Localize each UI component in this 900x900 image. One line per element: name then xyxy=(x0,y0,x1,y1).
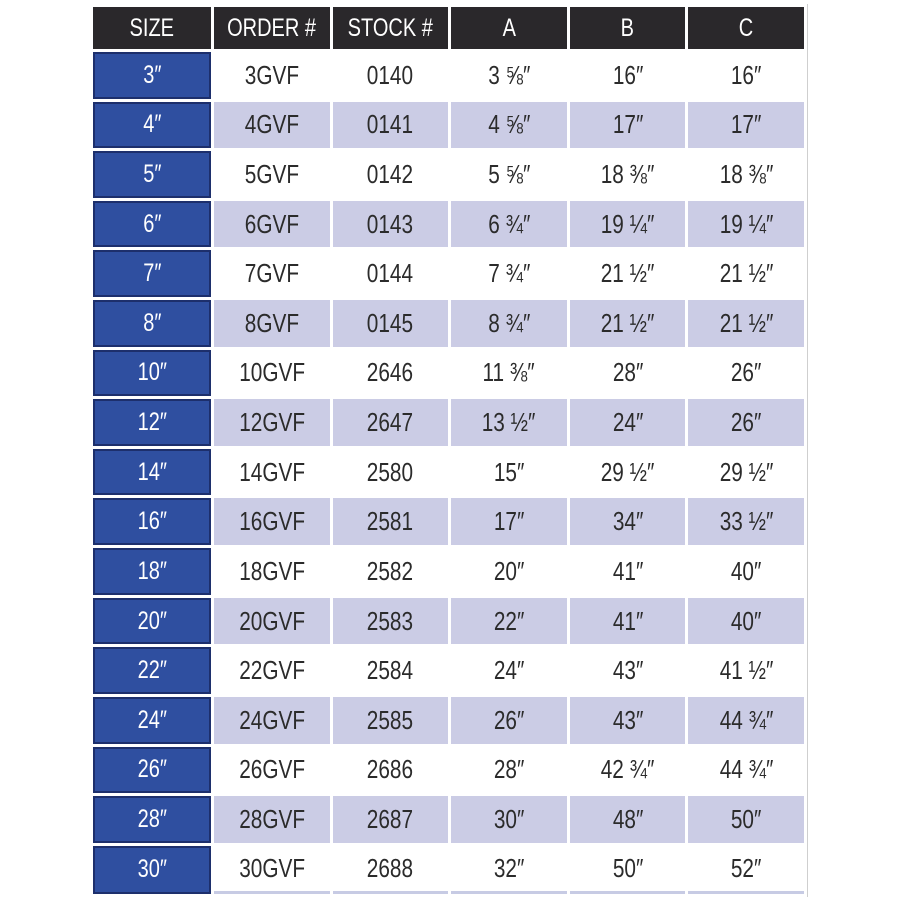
size-cell-value: 30″ xyxy=(137,855,167,884)
size-cell xyxy=(93,498,211,545)
order-cell xyxy=(214,598,330,645)
table-row xyxy=(93,250,804,297)
dim-c-cell xyxy=(688,796,804,843)
size-cell xyxy=(93,201,211,248)
size-cell xyxy=(93,300,211,347)
size-cell xyxy=(93,846,211,894)
size-cell xyxy=(93,796,211,843)
stock-cell-value: 2686 xyxy=(367,754,414,785)
dim-c-cell-value: 17″ xyxy=(730,109,762,140)
size-cell xyxy=(93,548,211,595)
dim-b-cell-value: 50″ xyxy=(612,852,643,883)
dim-a-cell-value: 13 ½″ xyxy=(482,407,536,438)
dim-a-cell-value: 7 ¾″ xyxy=(487,258,531,289)
dim-b-cell-value: 41″ xyxy=(612,555,643,586)
dim-b-cell-value: 16″ xyxy=(612,59,643,90)
table-row xyxy=(93,498,804,545)
table-row xyxy=(93,697,804,744)
dim-b-cell xyxy=(570,300,686,347)
stock-cell xyxy=(333,548,449,595)
dim-b-cell xyxy=(570,796,686,843)
dim-b-cell xyxy=(570,350,686,397)
dim-b-cell-value: 21 ½″ xyxy=(600,258,655,289)
stock-cell-value: 0142 xyxy=(367,159,414,190)
dim-b-cell xyxy=(570,697,686,744)
stock-cell-value: 2647 xyxy=(367,407,414,438)
stock-cell-value: 2580 xyxy=(367,456,414,487)
dim-b-cell-value: 18 ⅜″ xyxy=(600,159,655,190)
stock-cell xyxy=(333,399,449,446)
dim-c-cell-value: 41 ½″ xyxy=(719,655,773,686)
table-row xyxy=(93,52,804,99)
dim-c-cell xyxy=(688,598,804,645)
dim-b-cell xyxy=(570,151,686,198)
table-row xyxy=(93,846,804,894)
order-cell-value: 18GVF xyxy=(238,555,305,586)
dim-b-cell xyxy=(570,102,686,149)
order-cell xyxy=(214,250,330,297)
dim-b-cell xyxy=(570,598,686,645)
stock-cell xyxy=(333,350,449,397)
order-cell xyxy=(214,449,330,496)
order-cell xyxy=(214,796,330,843)
column-header-label: STOCK # xyxy=(347,13,434,42)
dim-c-cell-value: 16″ xyxy=(730,59,762,90)
size-cell xyxy=(93,449,211,496)
size-cell-value: 4″ xyxy=(142,110,162,139)
dim-c-cell xyxy=(688,647,804,694)
column-header-label: C xyxy=(738,13,754,42)
order-cell-value: 24GVF xyxy=(238,704,305,735)
size-cell xyxy=(93,250,211,297)
dim-a-cell-value: 6 ¾″ xyxy=(487,208,531,239)
order-cell xyxy=(214,498,330,545)
table-row xyxy=(93,151,804,198)
stock-cell-value: 2646 xyxy=(367,357,414,388)
stock-cell-value: 0144 xyxy=(367,258,414,289)
order-cell xyxy=(214,201,330,248)
stock-cell xyxy=(333,449,449,496)
dim-a-cell-value: 17″ xyxy=(493,506,525,537)
stock-cell xyxy=(333,201,449,248)
dim-c-cell-value: 44 ¾″ xyxy=(719,704,773,735)
size-cell-value: 26″ xyxy=(137,755,167,784)
dim-c-cell xyxy=(688,300,804,347)
table-row xyxy=(93,796,804,843)
size-cell-value: 22″ xyxy=(137,656,167,685)
order-cell-value: 26GVF xyxy=(238,754,305,785)
dim-b-cell-value: 43″ xyxy=(612,655,643,686)
table-row xyxy=(93,747,804,794)
order-cell xyxy=(214,548,330,595)
dim-b-cell-value: 41″ xyxy=(612,605,643,636)
product-spec-table xyxy=(90,4,807,897)
stock-cell xyxy=(333,498,449,545)
table-row xyxy=(93,548,804,595)
stock-cell xyxy=(333,151,449,198)
dim-a-cell-value: 5 ⅝″ xyxy=(487,159,531,190)
dim-a-cell xyxy=(451,201,567,248)
order-cell-value: 8GVF xyxy=(244,307,299,338)
table-body xyxy=(93,52,804,894)
dim-a-cell xyxy=(451,151,567,198)
dim-c-cell-value: 40″ xyxy=(730,605,762,636)
dim-a-cell xyxy=(451,548,567,595)
dim-a-cell xyxy=(451,647,567,694)
size-cell-value: 5″ xyxy=(142,160,162,189)
dim-b-cell xyxy=(570,449,686,496)
dim-b-cell-value: 19 ¼″ xyxy=(600,208,655,239)
dim-c-cell-value: 19 ¼″ xyxy=(719,208,773,239)
dim-b-cell-value: 48″ xyxy=(612,803,643,834)
dim-b-cell xyxy=(570,747,686,794)
column-header-label: ORDER # xyxy=(227,13,317,42)
dim-c-cell xyxy=(688,201,804,248)
size-cell-value: 10″ xyxy=(137,358,167,387)
column-header-label: B xyxy=(620,13,635,42)
dim-b-cell-value: 43″ xyxy=(612,704,643,735)
dim-a-cell-value: 28″ xyxy=(493,754,525,785)
dim-a-cell-value: 32″ xyxy=(493,852,525,883)
order-cell-value: 20GVF xyxy=(238,605,305,636)
order-cell-value: 7GVF xyxy=(244,258,299,289)
dim-c-cell xyxy=(688,151,804,198)
dim-a-cell-value: 11 ⅜″ xyxy=(482,357,536,388)
table-row xyxy=(93,449,804,496)
stock-cell-value: 2687 xyxy=(367,803,414,834)
size-cell-value: 28″ xyxy=(137,804,167,833)
table-row xyxy=(93,102,804,149)
dim-c-cell-value: 44 ¾″ xyxy=(719,754,773,785)
dim-b-cell xyxy=(570,201,686,248)
dim-a-cell xyxy=(451,498,567,545)
table-row xyxy=(93,201,804,248)
stock-cell xyxy=(333,250,449,297)
table-header xyxy=(93,7,804,49)
size-cell xyxy=(93,647,211,694)
dim-c-cell xyxy=(688,350,804,397)
order-cell-value: 16GVF xyxy=(238,506,305,537)
size-cell-value: 8″ xyxy=(142,308,162,337)
dim-c-cell xyxy=(688,250,804,297)
stock-cell-value: 2585 xyxy=(367,704,414,735)
dim-c-cell xyxy=(688,846,804,894)
size-cell xyxy=(93,102,211,149)
dim-a-cell xyxy=(451,598,567,645)
dim-b-cell xyxy=(570,548,686,595)
stock-cell-value: 0140 xyxy=(367,59,414,90)
stock-cell-value: 2688 xyxy=(367,852,414,883)
order-cell-value: 10GVF xyxy=(238,357,305,388)
dim-c-cell xyxy=(688,548,804,595)
order-cell xyxy=(214,647,330,694)
stock-cell-value: 0145 xyxy=(367,307,414,338)
spec-table-container xyxy=(90,4,808,897)
dim-b-cell-value: 28″ xyxy=(612,357,643,388)
stock-cell xyxy=(333,598,449,645)
column-header-c xyxy=(688,7,804,49)
size-cell-value: 12″ xyxy=(137,408,167,437)
dim-b-cell-value: 17″ xyxy=(612,109,643,140)
dim-b-cell-value: 42 ¾″ xyxy=(600,754,655,785)
dim-a-cell xyxy=(451,52,567,99)
dim-b-cell-value: 29 ½″ xyxy=(600,456,655,487)
stock-cell-value: 2584 xyxy=(367,655,414,686)
table-row xyxy=(93,300,804,347)
dim-a-cell xyxy=(451,102,567,149)
dim-c-cell-value: 40″ xyxy=(730,555,762,586)
dim-c-cell-value: 21 ½″ xyxy=(719,307,773,338)
dim-b-cell xyxy=(570,647,686,694)
dim-a-cell xyxy=(451,449,567,496)
size-cell-value: 14″ xyxy=(137,457,167,486)
order-cell xyxy=(214,747,330,794)
column-header-size xyxy=(93,7,211,49)
stock-cell xyxy=(333,697,449,744)
dim-a-cell-value: 15″ xyxy=(493,456,525,487)
column-header-stock-number xyxy=(333,7,449,49)
dim-c-cell xyxy=(688,399,804,446)
dim-a-cell xyxy=(451,250,567,297)
dim-c-cell-value: 52″ xyxy=(730,852,762,883)
dim-a-cell xyxy=(451,350,567,397)
dim-a-cell-value: 24″ xyxy=(493,655,525,686)
order-cell xyxy=(214,399,330,446)
order-cell-value: 5GVF xyxy=(244,159,299,190)
stock-cell xyxy=(333,300,449,347)
column-header-label: SIZE xyxy=(129,13,175,42)
column-header-label: A xyxy=(502,13,516,42)
order-cell xyxy=(214,846,330,894)
dim-b-cell-value: 21 ½″ xyxy=(600,307,655,338)
size-cell-value: 3″ xyxy=(142,60,162,89)
dim-b-cell xyxy=(570,250,686,297)
dim-c-cell xyxy=(688,52,804,99)
dim-a-cell xyxy=(451,300,567,347)
header-row xyxy=(93,7,804,49)
stock-cell-value: 0141 xyxy=(367,109,414,140)
order-cell-value: 14GVF xyxy=(238,456,305,487)
stock-cell xyxy=(333,647,449,694)
stock-cell xyxy=(333,846,449,894)
stock-cell-value: 2582 xyxy=(367,555,414,586)
dim-c-cell xyxy=(688,449,804,496)
order-cell xyxy=(214,151,330,198)
stock-cell xyxy=(333,747,449,794)
dim-b-cell-value: 34″ xyxy=(612,506,643,537)
order-cell-value: 6GVF xyxy=(244,208,299,239)
order-cell xyxy=(214,102,330,149)
dim-c-cell-value: 50″ xyxy=(730,803,762,834)
stock-cell xyxy=(333,102,449,149)
dim-a-cell xyxy=(451,747,567,794)
table-row xyxy=(93,399,804,446)
table-row xyxy=(93,598,804,645)
size-cell xyxy=(93,399,211,446)
dim-a-cell-value: 26″ xyxy=(493,704,525,735)
size-cell xyxy=(93,747,211,794)
dim-c-cell-value: 26″ xyxy=(730,407,762,438)
dim-a-cell-value: 30″ xyxy=(493,803,525,834)
size-cell-value: 20″ xyxy=(137,606,167,635)
dim-a-cell xyxy=(451,399,567,446)
order-cell-value: 30GVF xyxy=(238,852,305,883)
size-cell-value: 24″ xyxy=(137,705,167,734)
size-cell-value: 6″ xyxy=(142,209,162,238)
dim-a-cell-value: 22″ xyxy=(493,605,525,636)
order-cell-value: 12GVF xyxy=(238,407,305,438)
column-header-b xyxy=(570,7,686,49)
size-cell-value: 16″ xyxy=(137,507,167,536)
dim-a-cell xyxy=(451,796,567,843)
dim-b-cell xyxy=(570,52,686,99)
order-cell-value: 22GVF xyxy=(238,655,305,686)
stock-cell xyxy=(333,796,449,843)
column-header-a xyxy=(451,7,567,49)
table-row xyxy=(93,647,804,694)
dim-b-cell xyxy=(570,498,686,545)
size-cell-value: 18″ xyxy=(137,556,167,585)
dim-c-cell xyxy=(688,498,804,545)
table-row xyxy=(93,350,804,397)
order-cell-value: 28GVF xyxy=(238,803,305,834)
order-cell xyxy=(214,697,330,744)
dim-a-cell-value: 8 ¾″ xyxy=(487,307,531,338)
dim-a-cell-value: 4 ⅝″ xyxy=(487,109,531,140)
dim-c-cell xyxy=(688,747,804,794)
dim-c-cell xyxy=(688,697,804,744)
dim-c-cell xyxy=(688,102,804,149)
dim-b-cell xyxy=(570,846,686,894)
stock-cell-value: 2583 xyxy=(367,605,414,636)
dim-a-cell-value: 3 ⅝″ xyxy=(487,59,531,90)
dim-a-cell-value: 20″ xyxy=(493,555,525,586)
size-cell xyxy=(93,697,211,744)
order-cell-value: 4GVF xyxy=(244,109,299,140)
dim-c-cell-value: 26″ xyxy=(730,357,762,388)
stock-cell-value: 2581 xyxy=(367,506,414,537)
size-cell xyxy=(93,598,211,645)
size-cell-value: 7″ xyxy=(142,259,162,288)
column-header-order-number xyxy=(214,7,330,49)
dim-a-cell xyxy=(451,846,567,894)
size-cell xyxy=(93,151,211,198)
stock-cell xyxy=(333,52,449,99)
dim-c-cell-value: 21 ½″ xyxy=(719,258,773,289)
order-cell xyxy=(214,300,330,347)
dim-a-cell xyxy=(451,697,567,744)
dim-c-cell-value: 33 ½″ xyxy=(719,506,773,537)
dim-b-cell-value: 24″ xyxy=(612,407,643,438)
order-cell-value: 3GVF xyxy=(244,59,299,90)
size-cell xyxy=(93,350,211,397)
dim-b-cell xyxy=(570,399,686,446)
stock-cell-value: 0143 xyxy=(367,208,414,239)
order-cell xyxy=(214,350,330,397)
size-cell xyxy=(93,52,211,99)
dim-c-cell-value: 18 ⅜″ xyxy=(719,159,773,190)
order-cell xyxy=(214,52,330,99)
dim-c-cell-value: 29 ½″ xyxy=(719,456,773,487)
